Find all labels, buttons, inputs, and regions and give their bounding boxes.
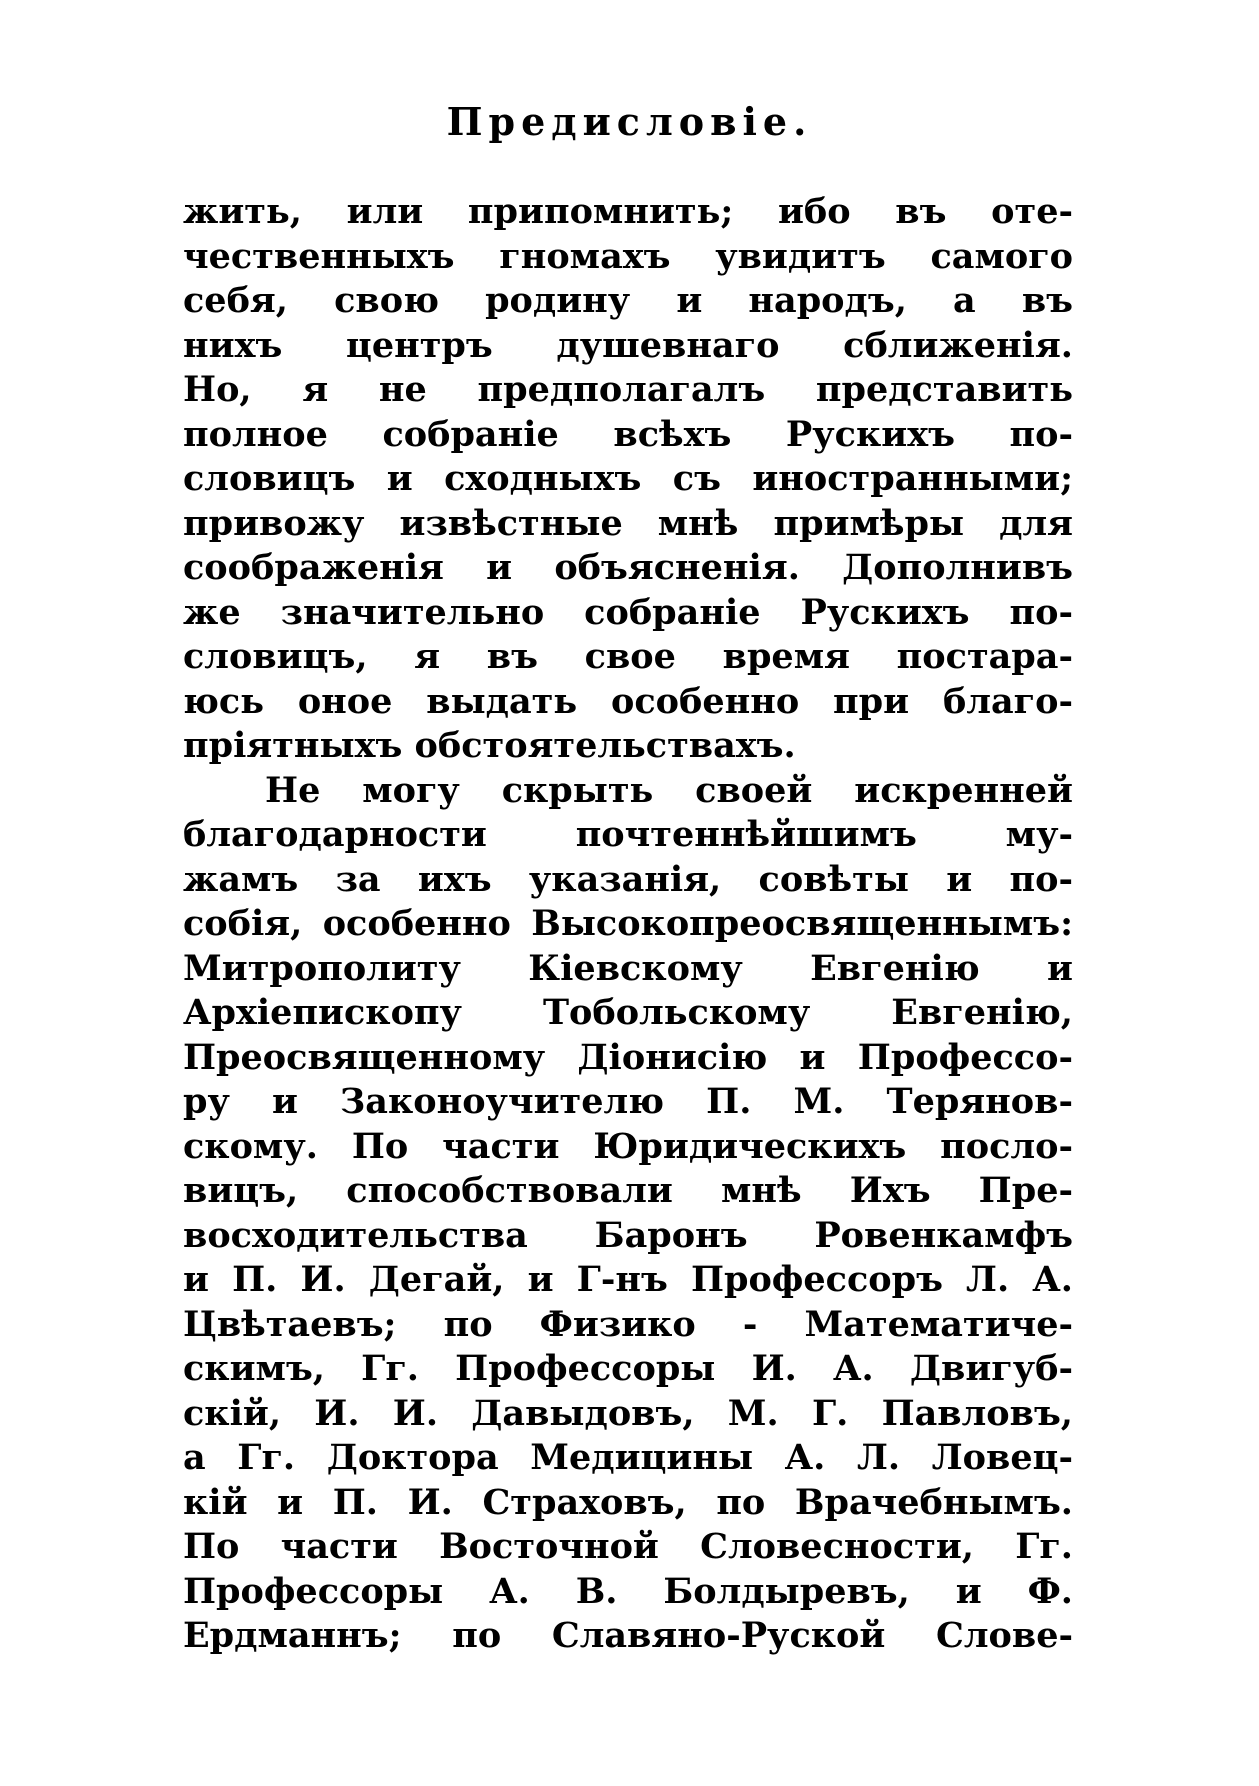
text-line: По части Восточной Словесности, Гг.: [183, 1526, 1073, 1567]
text-line: жамъ за ихъ указанія, совѣты и по-: [183, 858, 1073, 900]
text-line: чественныхъ гномахъ увидитъ самого: [183, 235, 1073, 277]
text-line: Цвѣтаевъ; по Физико - Математиче-: [183, 1303, 1073, 1345]
text-line: скимъ, Гг. Профессоры И. А. Двигуб-: [183, 1348, 1073, 1389]
text-line: и П. И. Дегай, и Г-нъ Профессоръ Л. А.: [183, 1259, 1073, 1300]
text-line: жить, или припомнить; ибо въ оте-: [183, 191, 1073, 232]
body-text: [183, 190, 1073, 1659]
text-line: Преосвященному Діонисію и Профессо-: [183, 1036, 1073, 1078]
text-line: вицъ, способствовали мнѣ Ихъ Пре-: [183, 1170, 1073, 1211]
text-line: ру и Законоучителю П. М. Терянов-: [183, 1081, 1073, 1122]
text-line: соображенія и объясненія. Дополнивъ: [183, 547, 1073, 588]
running-head: Предисловіе.: [446, 99, 813, 144]
text-line: словицъ, я въ свое время постара-: [183, 636, 1073, 677]
text-line: скій, И. И. Давыдовъ, М. Г. Павловъ,: [183, 1392, 1073, 1434]
text-line: полное собраніе всѣхъ Рускихъ по-: [183, 413, 1073, 455]
text-line: юсь оное выдать особенно при благо-: [183, 680, 1073, 722]
paragraph-end-line: пріятныхъ обстоятельствахъ.: [183, 725, 796, 766]
text-line: Но, я не предполагалъ представить: [183, 369, 1073, 410]
text-line: кій и П. И. Страховъ, по Врачебнымъ.: [183, 1481, 1073, 1523]
text-line: же значительно собраніе Рускихъ по-: [183, 591, 1073, 633]
text-line: скому. По части Юридическихъ посло-: [183, 1125, 1073, 1167]
text-line: словицъ и сходныхъ съ иностранными;: [183, 458, 1073, 499]
text-line: себя, свою родину и народъ, а въ: [183, 280, 1073, 321]
text-line: привожу извѣстные мнѣ примѣры для: [183, 502, 1073, 544]
text-line: Архіепископу Тобольскому Евгенію,: [183, 992, 1073, 1033]
paragraph-start-line: Не могу скрыть своей искренней: [265, 769, 1073, 811]
text-line: нихъ центръ душевнаго сближенія.: [183, 324, 1073, 366]
text-line: восходительства Баронъ Ровенкамфъ: [183, 1214, 1073, 1256]
text-line: благодарности почтеннѣйшимъ му-: [183, 814, 1073, 855]
text-line: а Гг. Доктора Медицины А. Л. Ловец-: [183, 1437, 1073, 1478]
text-line: Ердманнъ; по Славяно-Руской Слове-: [183, 1615, 1073, 1656]
text-line: собія, особенно Высокопреосвященнымъ:: [183, 903, 1073, 944]
text-line: Профессоры А. В. Болдыревъ, и Ф.: [183, 1570, 1073, 1612]
text-line: Митрополиту Кіевскому Евгенію и: [183, 947, 1073, 989]
